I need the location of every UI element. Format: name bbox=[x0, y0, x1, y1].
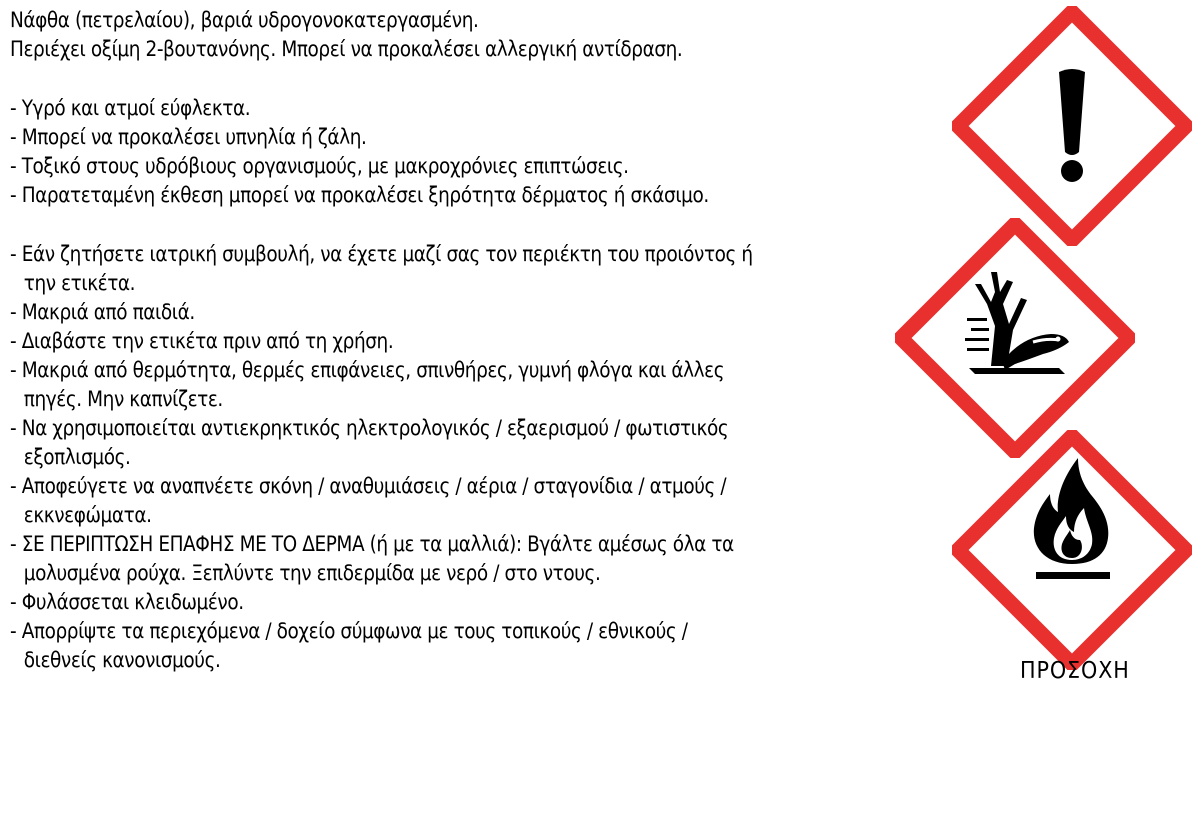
precautionary-statement: - Φυλάσσεται κλειδωμένο. bbox=[10, 590, 244, 615]
precautionary-statement: - ΣΕ ΠΕΡΙΠΤΩΣΗ ΕΠΑΦΗΣ ΜΕ ΤΟ ΔΕΡΜΑ (ή με τα μαλλιά): Βγάλτε αμέσως όλα τα μολυσμένα ρούχα. Ξεπλύντε την επιδερμίδα με νερό / στο ντους. bbox=[10, 532, 734, 586]
hazard-statement: - Τοξικό στους υδρόβιους οργανισμούς, με μακροχρόνιες επιπτώσεις. bbox=[10, 154, 629, 179]
precautionary-statements bbox=[10, 240, 780, 675]
precautionary-statement: - Μακριά από θερμότητα, θερμές επιφάνειες, σπινθήρες, γυμνή φλόγα και άλλες πηγές. Μην καπνίζετε. bbox=[10, 358, 725, 412]
hazard-statement: - Υγρό και ατμοί εύφλεκτα. bbox=[10, 96, 251, 121]
precautionary-statement: - Να χρησιμοποιείται αντιεκρηκτικός ηλεκτρολογικός / εξαερισμού / φωτιστικός εξοπλισμός. bbox=[10, 416, 729, 470]
product-name-line: Νάφθα (πετρελαίου), βαριά υδρογονοκατεργασμένη. bbox=[10, 8, 479, 33]
environment-pictogram bbox=[895, 218, 1135, 458]
sensitizer-warning-line: Περιέχει οξίμη 2-βουτανόνης. Μπορεί να προκαλέσει αλλεργική αντίδραση. bbox=[10, 37, 683, 62]
precautionary-statement: - Διαβάστε την ετικέτα πριν από τη χρήση. bbox=[10, 329, 394, 354]
exclamation-mark-pictogram bbox=[952, 6, 1192, 246]
precautionary-statement: - Αποφεύγετε να αναπνέετε σκόνη / αναθυμιάσεις / αέρια / σταγονίδια / ατμούς / εκκνεφώματα. bbox=[10, 474, 727, 528]
hazard-statement: - Μπορεί να προκαλέσει υπνηλία ή ζάλη. bbox=[10, 125, 367, 150]
precautionary-statement: - Εάν ζητήσετε ιατρική συμβουλή, να έχετε μαζί σας τον περιέκτη του προιόντος ή την ετικέτα. bbox=[10, 242, 753, 296]
precautionary-statement: - Μακριά από παιδιά. bbox=[10, 300, 195, 325]
hazard-statement: - Παρατεταμένη έκθεση μπορεί να προκαλέσει ξηρότητα δέρματος ή σκάσιμο. bbox=[10, 183, 709, 208]
precautionary-statement: - Απορρίψτε τα περιεχόμενα / δοχείο σύμφωνα με τους τοπικούς / εθνικούς / διεθνείς κανονισμούς. bbox=[10, 619, 688, 673]
label-text-block bbox=[10, 6, 780, 675]
flame-pictogram bbox=[952, 430, 1192, 670]
hazard-statements bbox=[10, 94, 780, 210]
signal-word: ΠΡΟΣΟΧΗ bbox=[1020, 658, 1130, 684]
dead-tree-and-fish-icon bbox=[895, 218, 1135, 458]
exclamation-mark-icon bbox=[952, 6, 1192, 246]
flame-icon bbox=[952, 430, 1192, 670]
product-identification bbox=[10, 6, 780, 64]
